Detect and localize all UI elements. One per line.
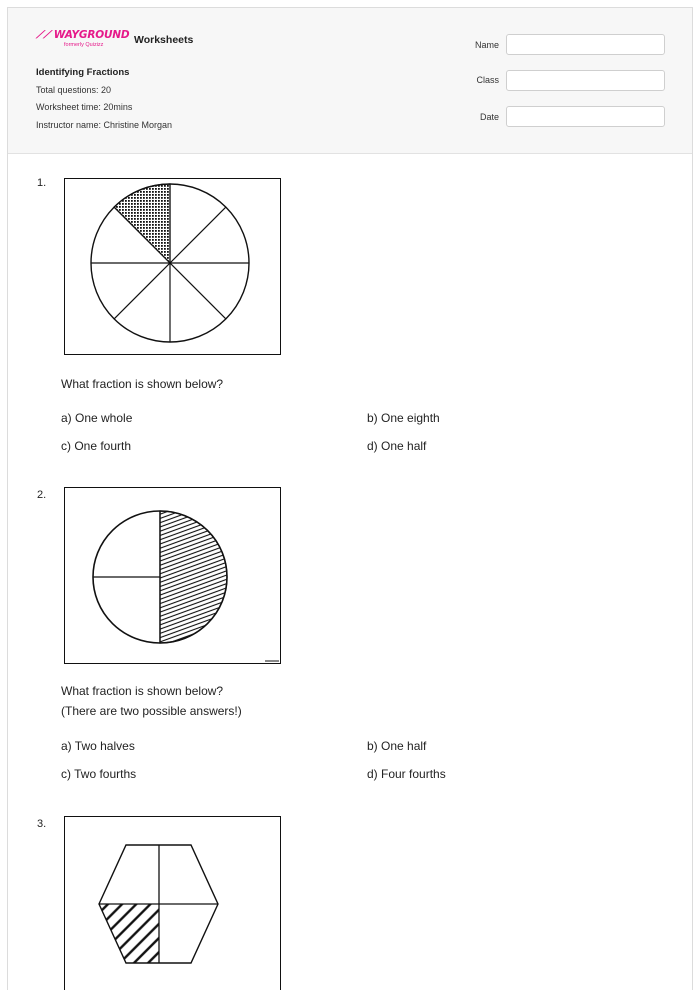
question-figure (64, 816, 281, 990)
question-number: 2. (37, 489, 47, 501)
question-figure (64, 487, 281, 664)
answer-option-d[interactable]: d) One half (367, 439, 427, 453)
answer-option-d[interactable]: d) Four fourths (367, 767, 446, 781)
worksheet-page (7, 7, 693, 990)
logo-wordmark: ⟋⟋ WAYGROUND (36, 29, 130, 41)
logo-formerly-text: formerly Quizizz (64, 42, 104, 48)
answer-option-b[interactable]: b) One eighth (367, 411, 440, 425)
name-label: Name (474, 40, 499, 50)
answer-option-b[interactable]: b) One half (367, 739, 427, 753)
date-label: Date (479, 112, 499, 122)
question-number: 1. (37, 177, 47, 189)
fraction-circle-eighths (65, 179, 280, 354)
fraction-hexagon-quarter-shaded (65, 817, 280, 990)
class-field[interactable] (506, 70, 665, 91)
answer-option-a[interactable]: a) Two halves (61, 739, 135, 753)
question-prompt: What fraction is shown below? (61, 684, 224, 698)
answer-option-a[interactable]: a) One whole (61, 411, 133, 425)
instructor-name: Instructor name: Christine Morgan (36, 120, 173, 130)
class-label: Class (476, 75, 499, 85)
fraction-circle-half-shaded (65, 488, 280, 663)
worksheet-header (8, 8, 692, 154)
question-prompt: What fraction is shown below? (61, 377, 224, 391)
brand-logo (36, 30, 136, 52)
product-title: Worksheets (134, 34, 194, 46)
answer-option-c[interactable]: c) One fourth (61, 439, 132, 453)
question-figure (64, 178, 281, 355)
worksheet-time: Worksheet time: 20mins (36, 102, 133, 112)
name-field[interactable] (506, 34, 665, 55)
date-field[interactable] (506, 106, 665, 127)
total-questions: Total questions: 20 (36, 85, 112, 95)
logo-mark-icon: ⟋⟋ (36, 29, 51, 41)
question-prompt-note: (There are two possible answers!) (61, 704, 242, 718)
worksheet-title: Identifying Fractions (36, 67, 130, 78)
answer-option-c[interactable]: c) Two fourths (61, 767, 137, 781)
question-number: 3. (37, 818, 47, 830)
